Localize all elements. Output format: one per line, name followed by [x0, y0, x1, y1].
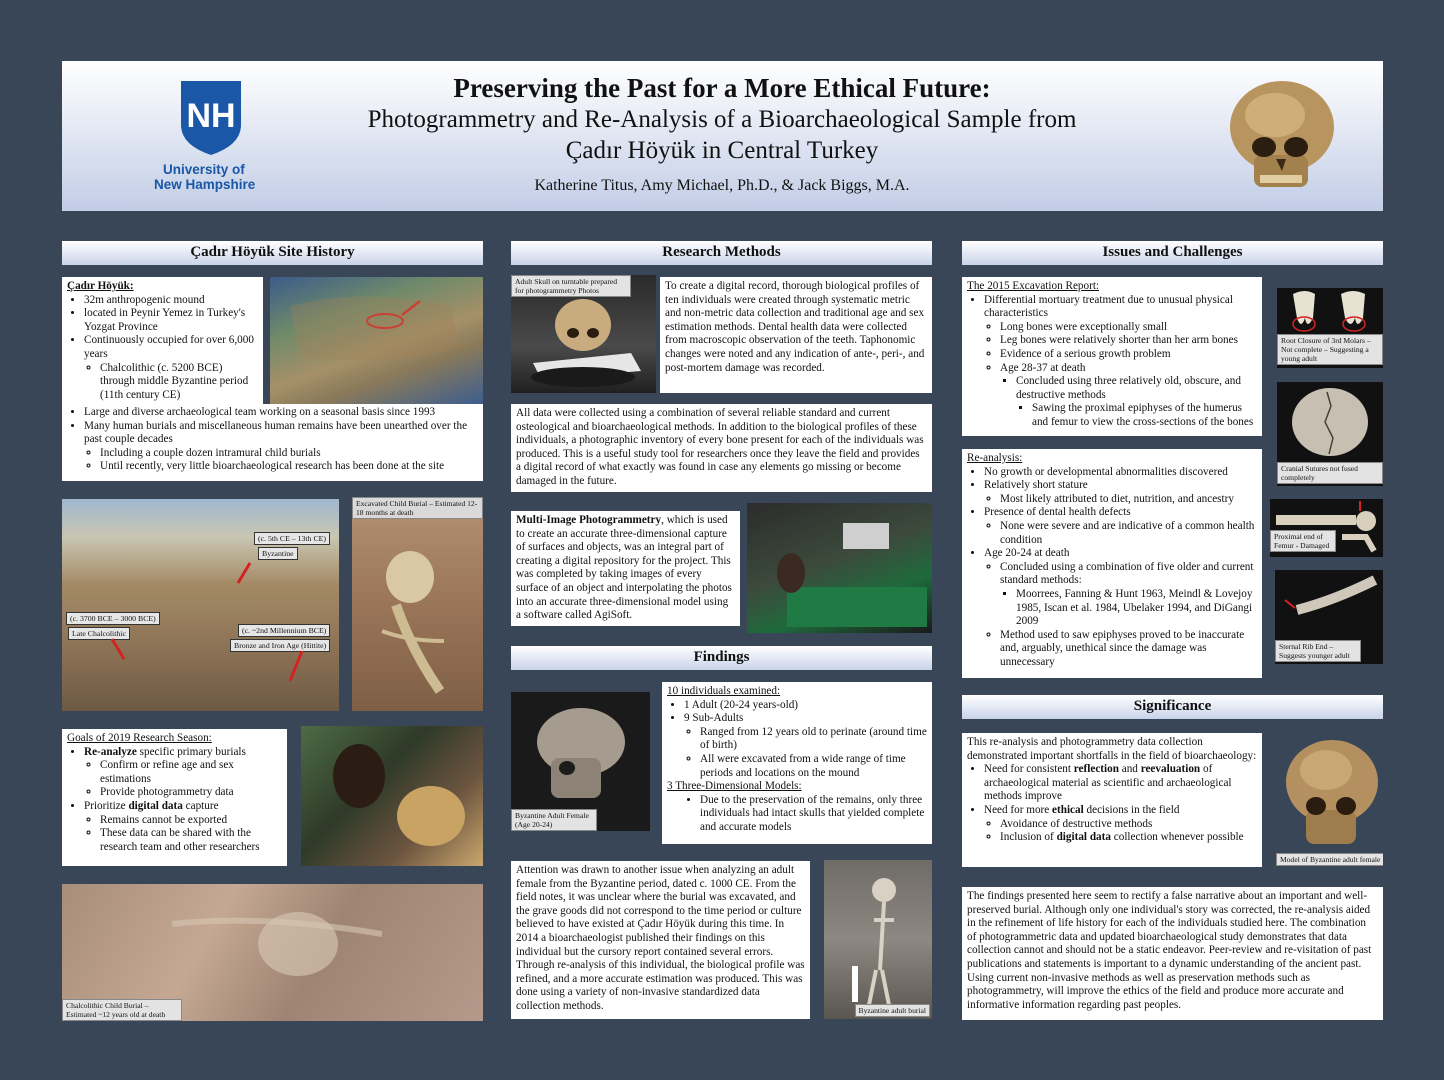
paragraph-text: , which is used to create an accurate three-dimensional capture of surfaces and objects, was an integral part of creating a digital repository for the project. This was completed by taking images of every surface of an object and interpolating the photos into an accurate three-dimensional model using a software called AgiSoft. — [516, 514, 732, 622]
list-item — [84, 420, 478, 474]
list-item: ◦ Including a couple dozen intramural child burials — [100, 447, 478, 461]
poster-authors: Katherine Titus, Amy Michael, Ph.D., & Jack Biggs, M.A. — [534, 177, 910, 194]
list-item: • Large and diverse archaeological team working on a seasonal basis since 1993 — [84, 406, 478, 420]
methods-para-3 — [511, 511, 740, 626]
site-intro-label: Çadır Höyük: — [67, 280, 134, 292]
goals-text — [62, 729, 287, 866]
findings-heading: Findings — [511, 646, 932, 670]
list-item-text: Many human burials and miscellaneous human remains have been unearthed over the past couple decades — [84, 419, 468, 446]
tag-byzantine-date: (c. 5th CE – 13th CE) — [254, 532, 330, 545]
goals-label: Goals of 2019 Research Season: — [67, 732, 212, 744]
skull-icon — [511, 275, 656, 393]
bold-text: ethical — [1052, 803, 1084, 816]
arrow-icon — [62, 499, 339, 711]
issues-list-2 — [967, 466, 1257, 670]
skull-icon — [1220, 75, 1340, 199]
list-item: ◦ Chalcolithic (c. 5200 BCE) through middle Byzantine period (11th century CE) — [100, 362, 258, 403]
list-item: ◦ Method used to saw epiphyses proved to be inaccurate and, arguably, unethical since the damage was unnecessary — [1000, 629, 1257, 670]
bold-text: Multi-Image Photogrammetry — [516, 514, 662, 526]
list-item-text: Need for consistent — [984, 763, 1074, 776]
rib-caption: Sternal Rib End – Suggests younger adult — [1275, 640, 1361, 662]
list-item — [984, 804, 1257, 845]
site-list — [67, 294, 258, 403]
unh-logo-text — [154, 163, 274, 192]
list-item-text: capture — [182, 799, 219, 812]
turntable-caption: Adult Skull on turntable prepared for photogrammetry Photos — [511, 275, 631, 297]
title-block — [262, 71, 1182, 201]
tag-byzantine: Byzantine — [258, 547, 298, 560]
researcher-photo — [301, 726, 483, 866]
cranium-photo — [1277, 382, 1383, 486]
turkey-map-image — [270, 277, 483, 404]
list-item: • 1 Adult (20-24 years-old) — [684, 699, 927, 713]
bold-text: Re-analyze — [84, 745, 137, 758]
list-item: ▪ Sawing the proximal epiphyses of the humerus and femur to view the cross-sections of the bones — [1032, 402, 1257, 429]
child-burial-caption: Excavated Child Burial – Estimated 12-18 months at death — [352, 497, 483, 519]
tag-chalcolithic: Late Chalcolithic — [68, 627, 130, 640]
byzantine-burial-photo — [824, 860, 932, 1019]
list-item — [84, 334, 258, 402]
list-item — [984, 479, 1257, 506]
list-item: ◦ Leg bones were relatively shorter than her arm bones — [1000, 334, 1257, 348]
byzantine-skull-caption: Byzantine Adult Female (Age 20-24) — [511, 809, 597, 831]
goals-list — [67, 746, 282, 855]
model-skull-image — [1276, 730, 1383, 868]
list-item: ◦ These data can be shared with the research team and other researchers — [100, 827, 282, 854]
list-item-text: and — [1118, 763, 1141, 776]
turntable-photo — [511, 275, 656, 393]
findings-list-1 — [667, 699, 927, 781]
list-item — [984, 506, 1257, 547]
tag-bronze-date: (c. ~2nd Millennium BCE) — [238, 624, 330, 637]
list-item: • located in Peynir Yemez in Turkey's Yozgat Province — [84, 307, 258, 334]
conclusion-text: The findings presented here seem to rectify a false narrative about an important and well-preserved burial. Although only one individual's story was corrected, the re-analysis aided in the refinement of life history for each of the individuals studied here. The combination of photogrammetric data and updated bioarchaeological study demonstrates that data collection cannot and should not be a static endeavor. Peer-review and re-visitation of past publications and statements is important to a dynamic understanding of the ancient past. Using current non-invasive methods as well as preservation methods such as photogrammetry, will improve the ethics of the field and produce more accurate and informative information regarding past peoples. — [962, 887, 1383, 1020]
issues-label-2: Re-analysis: — [967, 452, 1023, 464]
list-item — [1000, 831, 1257, 845]
poster-subtitle-2: Çadır Höyük in Central Turkey — [565, 137, 879, 164]
bold-text: digital data — [1056, 831, 1111, 844]
list-item: • Due to the preservation of the remains, only three individuals had intact skulls that yielded complete and accurate models — [700, 794, 927, 835]
list-item: ▪ Moorrees, Fanning & Hunt 1963, Meindl & Lovejoy 1985, Iscan et al. 1984, Ubelaker 1994, and DiGangi 2009 — [1016, 588, 1257, 629]
femur-caption: Proximal end of Femur - Damaged — [1270, 530, 1336, 552]
skeleton-icon — [824, 860, 932, 1019]
list-item-text: Concluded using a combination of five older and current standard methods: — [1000, 560, 1254, 587]
list-item: ◦ Remains cannot be exported — [100, 814, 282, 828]
list-item-text: collection whenever possible — [1110, 831, 1244, 844]
list-item: ◦ Evidence of a serious growth problem — [1000, 348, 1257, 362]
chalcolithic-caption: Chalcolithic Child Burial – Estimated ~12 years old at death — [62, 999, 182, 1021]
list-item-text: Differential mortuary treatment due to unusual physical characteristics — [984, 293, 1233, 320]
list-item: ◦ Provide photogrammetry data — [100, 786, 282, 800]
issues-label-1: The 2015 Excavation Report: — [967, 280, 1100, 292]
child-burial-image — [352, 497, 483, 711]
site-list-2 — [67, 406, 478, 474]
list-item — [684, 712, 927, 780]
findings-list-2 — [667, 794, 927, 835]
list-item: ◦ None were severe and are indicative of a common health condition — [1000, 520, 1257, 547]
rib-photo — [1275, 570, 1383, 664]
list-item-text: of archaeological material as scientific and archaeological methods improve — [984, 763, 1232, 803]
photogrammetry-setup-photo — [747, 503, 932, 633]
teeth-icon — [1277, 288, 1383, 338]
femur-photo — [1270, 499, 1383, 557]
header-skull-image — [1220, 75, 1340, 199]
list-item-text: Continuously occupied for over 6,000 years — [84, 334, 254, 360]
issues-list-1 — [967, 294, 1257, 430]
skull-icon — [301, 726, 483, 866]
list-item — [1000, 362, 1257, 430]
list-item-text: Age 28-37 at death — [1000, 361, 1086, 374]
list-item — [984, 763, 1257, 804]
methods-heading: Research Methods — [511, 241, 932, 265]
list-item: ◦ Until recently, very little bioarchaeological research has been done at the site — [100, 460, 478, 474]
issues-text-1 — [962, 277, 1262, 436]
site-history-text — [62, 277, 263, 404]
byzantine-skull-photo — [511, 692, 650, 831]
poster-header — [62, 61, 1383, 211]
rib-icon — [1275, 570, 1383, 640]
issues-text-2 — [962, 449, 1262, 678]
list-item — [84, 800, 282, 854]
list-item — [984, 294, 1257, 430]
poster-subtitle-1: Photogrammetry and Re-Analysis of a Bioarchaeological Sample from — [367, 106, 1077, 133]
site-aerial-image — [62, 499, 339, 711]
findings-text — [662, 682, 932, 844]
svg-text:NH: NH — [186, 97, 236, 135]
camera-icon — [747, 503, 932, 633]
list-item — [84, 746, 282, 800]
bold-text: reevaluation — [1140, 763, 1201, 776]
list-item-text: Inclusion of — [1000, 831, 1057, 844]
findings-label-2: 3 Three-Dimensional Models: — [667, 780, 802, 793]
list-item — [984, 547, 1257, 669]
list-item: • 32m anthropogenic mound — [84, 294, 258, 308]
findings-para: Attention was drawn to another issue when analyzing an adult female from the Byzantine period, dated c. 1000 CE. From the field notes, it was unclear where the burial was excavated, and the grave goods did not correspond to the time period or culture believed to have existed at Çadır Höyük during this time. In 2014 a bioarchaeologist published their findings on this individual but the cursory report contained several errors. Through re-analysis of this individual, the biological profile was refined, and a more accurate estimation was produced. This was done using a variety of non-invasive standardized data collection methods. — [511, 861, 810, 1019]
list-item — [1000, 561, 1257, 629]
skull-icon — [1276, 730, 1383, 854]
site-history-text-2 — [62, 404, 483, 481]
poster-title: Preserving the Past for a More Ethical Future: — [453, 73, 991, 103]
list-item: • No growth or developmental abnormalities discovered — [984, 466, 1257, 480]
skeleton-icon — [352, 531, 483, 711]
list-item-text: Prioritize — [84, 799, 129, 812]
byzantine-burial-caption: Byzantine adult burial — [855, 1004, 930, 1017]
list-item: ◦ Most likely attributed to diet, nutrition, and ancestry — [1000, 493, 1257, 507]
list-item: ◦ All were excavated from a wide range of time periods and locations on the mound — [700, 753, 927, 780]
list-item-text: Need for more — [984, 803, 1053, 816]
site-history-heading: Çadır Höyük Site History — [62, 241, 483, 265]
list-item-text: decisions in the field — [1083, 803, 1180, 816]
bold-text: digital data — [128, 799, 183, 812]
significance-intro: This re-analysis and photogrammetry data collection demonstrated important shortfalls in the field of bioarchaeology: — [967, 736, 1257, 762]
model-caption: Model of Byzantine adult female — [1276, 853, 1383, 866]
map-marker-icon — [270, 277, 483, 404]
significance-text — [962, 733, 1262, 867]
bold-text: reflection — [1073, 763, 1119, 776]
significance-list — [967, 763, 1257, 845]
tag-bronze: Bronze and Iron Age (Hittite) — [230, 639, 330, 652]
significance-heading: Significance — [962, 695, 1383, 719]
cranium-caption: Cranial Sutures not fused completely — [1277, 462, 1383, 484]
list-item-text: Age 20-24 at death — [984, 547, 1070, 560]
list-item-text: Concluded using three relatively old, obscure, and destructive methods — [1016, 375, 1241, 401]
logo-line-2: New Hampshire — [154, 176, 256, 192]
list-item: ◦ Ranged from 12 years old to perinate (around time of birth) — [700, 726, 927, 753]
list-item: ◦ Confirm or refine age and sex estimations — [100, 759, 282, 786]
methods-para-1: To create a digital record, thorough biological profiles of ten individuals were created through systematic metric and non-metric data collection and traditional age and sex estimation methods. Dental health data were collected from macroscopic observation of the teeth. Taphonomic changes were noted and any indication of ante-, peri-, and post-mortem damage was recorded. — [660, 277, 932, 393]
list-item-text: Relatively short stature — [984, 479, 1088, 492]
issues-heading: Issues and Challenges — [962, 241, 1383, 265]
unh-shield-icon — [179, 79, 243, 157]
methods-para-2: All data were collected using a combination of several reliable standard and current osteological and bioarchaeological methods. In addition to the biological profiles of these individuals, a photographic inventory of every bone present for each of the individuals was produced. This is a useful study tool for researchers once they leave the field and provides a digital record of what exactly was found in case any elements go missing or become damaged in the future. — [511, 404, 932, 492]
list-item-text: 9 Sub-Adults — [684, 712, 744, 725]
unh-logo — [108, 79, 256, 199]
list-item-text: specific primary burials — [136, 745, 246, 758]
list-item: ◦ Long bones were exceptionally small — [1000, 321, 1257, 335]
findings-label-1: 10 individuals examined: — [667, 685, 781, 697]
chalcolithic-burial-image — [62, 884, 483, 1021]
molars-caption: Root Closure of 3rd Molars – Not complete – Suggesting a young adult — [1277, 334, 1383, 365]
list-item-text: Presence of dental health defects — [984, 506, 1131, 519]
cranium-icon — [1277, 382, 1383, 462]
logo-line-1: University of — [163, 162, 245, 177]
molars-photo — [1277, 288, 1383, 368]
list-item: ◦ Avoidance of destructive methods — [1000, 818, 1257, 832]
list-item — [1016, 375, 1257, 429]
tag-chalcolithic-date: (c. 3700 BCE – 3000 BCE) — [66, 612, 160, 625]
